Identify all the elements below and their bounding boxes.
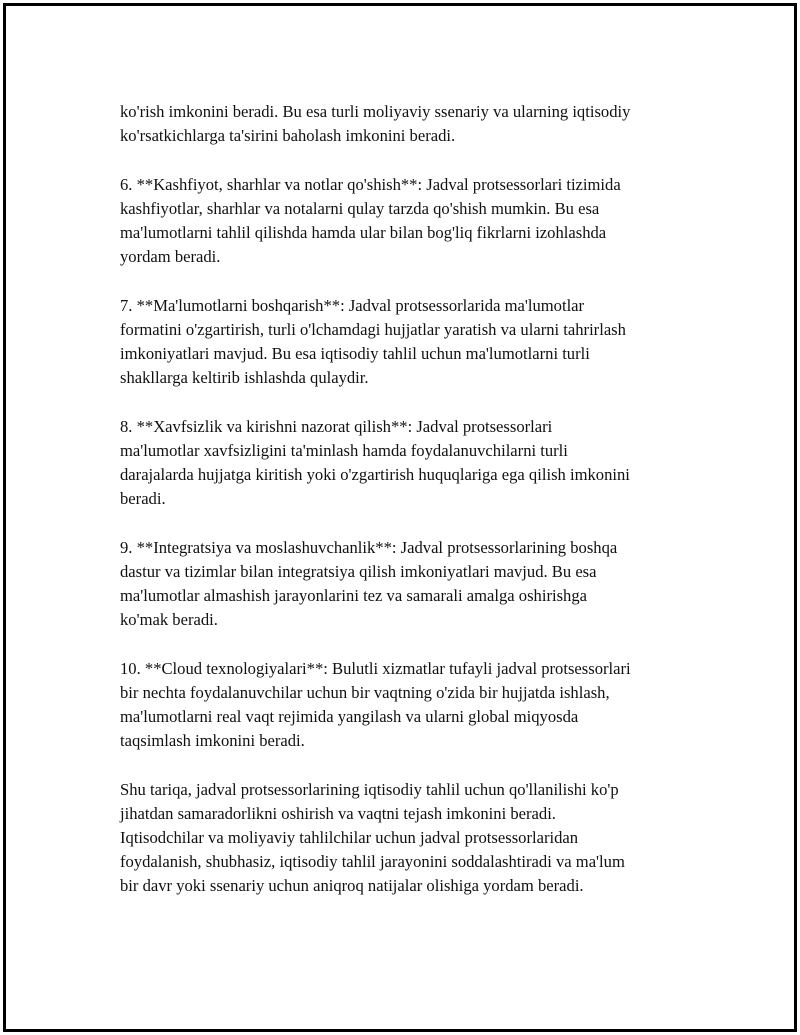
paragraph-item-8: 8. **Xavfsizlik va kirishni nazorat qilish**: Jadval protsessorlari ma'lumotlar xavfsizligini ta'minlash hamda foydalanuvchilarni turli darajalarda hujjatga kiritish yoki o'zgartirish huquqlariga ega qilish imkonini beradi.: [120, 416, 630, 509]
page-frame: [3, 3, 797, 1032]
paragraph-item-7: 7. **Ma'lumotlarni boshqarish**: Jadval protsessorlarida ma'lumotlar formatini o'zgartirish, turli o'lchamdagi hujjatlar yaratish va ularni tahrirlash imkoniyatlari mavjud. Bu esa iqtisodiy tahlil uchun ma'lumotlarni turli shakllarga keltirib ishlashda qulaydir.: [120, 295, 626, 388]
paragraph-continuation: ko'rish imkonini beradi. Bu esa turli moliyaviy ssenariy va ularning iqtisodiy ko'rsatkichlarga ta'sirini baholash imkonini beradi.: [120, 102, 631, 146]
paragraph-item-10: 10. **Cloud texnologiyalari**: Bulutli xizmatlar tufayli jadval protsessorlari bir nechta foydalanuvchilar uchun bir vaqtning o'zida bir hujjatda ishlash, ma'lumotlarni real vaqt rejimida yangilash va ularni global miqyosda taqsimlash imkonini beradi.: [120, 658, 631, 751]
paragraph-item-6: 6. **Kashfiyot, sharhlar va notlar qo'shish**: Jadval protsessorlari tizimida kashfiyotlar, sharhlar va notalarni qulay tarzda qo'shish mumkin. Bu esa ma'lumotlarni tahlil qilishda hamda ular bilan bog'liq fikrlarni izohlashda yordam beradi.: [120, 174, 621, 267]
paragraph-conclusion: Shu tariqa, jadval protsessorlarining iqtisodiy tahlil uchun qo'llanilishi ko'p jihatdan samaradorlikni oshirish va vaqtni tejash imkonini beradi. Iqtisodchilar va moliyaviy tahlilchilar uchun jadval protsessorlaridan foydalanish, shubhasiz, iqtisodiy tahlil jarayonini soddalashtiradi va ma'lum bir davr yoki ssenariy uchun aniqroq natijalar olishiga yordam beradi.: [120, 779, 625, 896]
paragraph-item-9: 9. **Integratsiya va moslashuvchanlik**: Jadval protsessorlarining boshqa dastur va tizimlar bilan integratsiya qilish imkoniyatlari mavjud. Bu esa ma'lumotlar almashish jarayonlarini tez va samarali amalga oshirishga ko'mak beradi.: [120, 537, 618, 630]
document-body: [120, 100, 700, 899]
